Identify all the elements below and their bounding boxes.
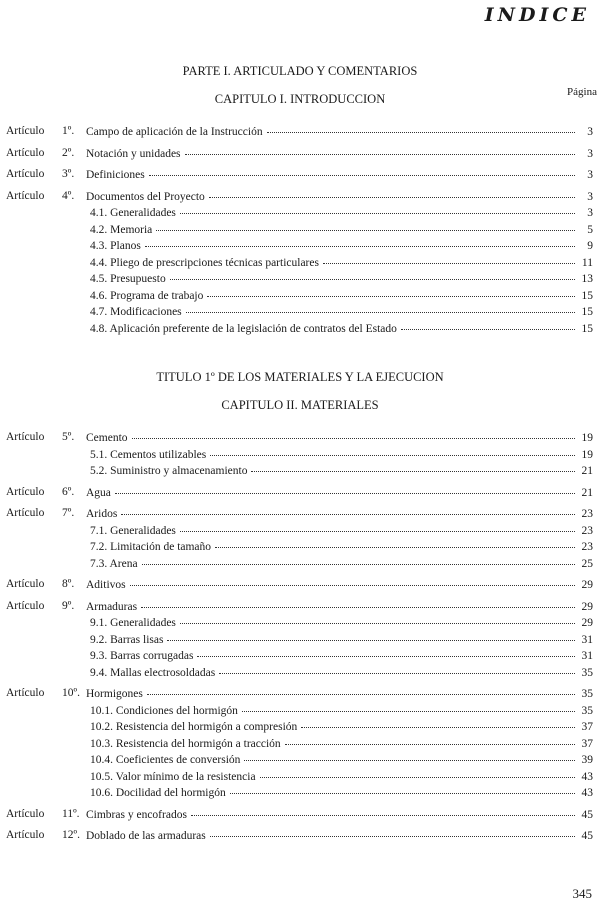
article-number: 4º.: [62, 189, 75, 202]
article-label: Artículo: [6, 807, 45, 820]
toc-entry: [86, 166, 593, 184]
entry-page: 3: [587, 190, 593, 203]
dot-leader: [401, 318, 575, 330]
dot-leader: [132, 427, 575, 439]
toc-article-row: [0, 145, 600, 162]
entry-title: Documentos del Proyecto: [86, 190, 205, 203]
toc-entry: [90, 462, 593, 480]
dot-leader: [170, 268, 575, 280]
entry-page: 3: [587, 126, 593, 138]
index-title: INDICE: [484, 4, 590, 26]
article-label: Artículo: [6, 168, 45, 180]
toc-subsection-row: [0, 664, 600, 681]
entry-page: 19: [581, 448, 593, 461]
entry-title: 7.1. Generalidades: [90, 524, 176, 537]
toc-article-row: [0, 827, 600, 844]
entry-page: 35: [581, 666, 593, 679]
article-label: Artículo: [6, 507, 45, 519]
entry-page: 45: [581, 808, 593, 821]
dot-leader: [121, 503, 575, 515]
part-heading: PARTE I. ARTICULADO Y COMENTARIOS: [182, 64, 418, 78]
entry-page: 31: [581, 633, 593, 646]
entry-page: 45: [581, 830, 593, 842]
entry-title: Definiciones: [86, 169, 145, 181]
entry-title: 4.7. Modificaciones: [90, 306, 182, 318]
dot-leader: [260, 766, 575, 778]
dot-leader: [147, 683, 575, 695]
entry-title: Campo de aplicación de la Instrucción: [86, 126, 263, 138]
dot-leader: [197, 645, 575, 657]
entry-title: 10.3. Resistencia del hormigón a tracción: [90, 737, 281, 750]
entry-title: 7.2. Limitación de tamaño: [90, 541, 212, 553]
entry-page: 19: [581, 432, 593, 444]
toc-subsection-row: [0, 784, 600, 801]
title-heading: TITULO 1º DE LOS MATERIALES Y LA EJECUCION: [156, 370, 444, 384]
toc-article-row: [0, 576, 600, 593]
dot-leader: [156, 219, 575, 231]
dot-leader: [142, 553, 575, 565]
entry-page: 37: [581, 737, 593, 750]
toc-section-introduccion: [0, 123, 600, 336]
dot-leader: [115, 482, 575, 494]
entry-title: Agua: [86, 486, 111, 499]
article-label: Artículo: [6, 829, 45, 841]
entry-page: 39: [581, 754, 593, 766]
entry-title: 4.3. Planos: [90, 240, 141, 252]
entry-page: 13: [581, 273, 593, 285]
dot-leader: [285, 733, 575, 745]
article-label: Artículo: [6, 125, 45, 137]
dot-leader: [180, 202, 575, 214]
toc-section-materiales: [0, 429, 600, 844]
entry-page: 43: [581, 770, 593, 783]
dot-leader: [215, 536, 575, 548]
entry-title: 10.5. Valor mínimo de la resistencia: [90, 770, 256, 783]
article-label: Artículo: [6, 146, 45, 159]
entry-page: 31: [581, 650, 593, 662]
entry-page: 11: [581, 256, 593, 269]
article-number: 8º.: [62, 578, 75, 590]
entry-title: 10.4. Coeficientes de conversión: [90, 754, 241, 766]
entry-title: Doblado de las armaduras: [86, 830, 206, 842]
entry-title: Armaduras: [86, 600, 138, 613]
article-label: Artículo: [6, 189, 45, 202]
entry-page: 29: [581, 579, 593, 591]
article-number: 11º.: [62, 807, 80, 820]
toc-article-row: [0, 166, 600, 183]
entry-title: Aditivos: [86, 579, 126, 591]
dot-leader: [149, 164, 575, 176]
article-number: 5º.: [62, 431, 75, 443]
article-number: 3º.: [62, 168, 75, 180]
entry-title: Notación y unidades: [86, 147, 181, 160]
entry-title: 9.3. Barras corrugadas: [90, 650, 194, 662]
entry-title: 5.2. Suministro y almacenamiento: [90, 465, 248, 477]
entry-page: 21: [581, 486, 593, 499]
entry-page: 3: [587, 147, 593, 160]
entry-title: Cimbras y encofrados: [86, 808, 187, 821]
page-column-label: Página: [567, 86, 597, 98]
toc-entry: [86, 827, 593, 845]
toc-entry: [90, 664, 593, 682]
toc-entry: [86, 576, 593, 594]
dot-leader: [191, 804, 575, 816]
entry-page: 35: [581, 688, 593, 700]
dot-leader: [242, 700, 575, 712]
entry-page: 3: [587, 169, 593, 181]
entry-page: 23: [581, 508, 593, 520]
entry-title: 4.2. Memoria: [90, 223, 153, 236]
entry-page: 35: [581, 704, 593, 717]
toc-article-row: [0, 806, 600, 823]
article-label: Artículo: [6, 687, 45, 699]
entry-title: 4.4. Pliego de prescripciones técnicas particulares: [90, 256, 319, 269]
dot-leader: [141, 596, 575, 608]
dot-leader: [210, 444, 575, 456]
article-number: 1º.: [62, 125, 75, 137]
dot-leader: [167, 629, 575, 641]
dot-leader: [145, 235, 575, 247]
entry-title: 4.6. Programa de trabajo: [90, 289, 204, 302]
chapter-heading-1: CAPITULO I. INTRODUCCION: [214, 92, 386, 106]
entry-title: Hormigones: [86, 688, 143, 700]
entry-title: Cemento: [86, 432, 128, 444]
entry-title: 10.2. Resistencia del hormigón a compresión: [90, 721, 298, 733]
dot-leader: [251, 460, 575, 472]
dot-leader: [301, 716, 575, 728]
entry-title: 10.6. Docilidad del hormigón: [90, 787, 226, 799]
dot-leader: [180, 520, 575, 532]
article-label: Artículo: [6, 599, 45, 612]
entry-title: 7.3. Arena: [90, 557, 138, 570]
entry-title: 4.8. Aplicación preferente de la legislación de contratos del Estado: [90, 322, 397, 335]
dot-leader: [130, 574, 575, 586]
entry-page: 23: [581, 524, 593, 537]
entry-page: 37: [581, 721, 593, 733]
article-label: Artículo: [6, 578, 45, 590]
toc-entry: [86, 145, 593, 163]
toc-article-row: [0, 484, 600, 501]
page-number: 345: [572, 886, 592, 901]
entry-page: 5: [587, 223, 593, 236]
entry-title: Aridos: [86, 508, 118, 520]
article-label: Artículo: [6, 485, 45, 498]
entry-page: 15: [581, 306, 593, 318]
article-number: 6º.: [62, 485, 75, 498]
dot-leader: [185, 143, 575, 155]
entry-page: 15: [581, 289, 593, 302]
entry-page: 21: [581, 465, 593, 477]
entry-title: 9.2. Barras lisas: [90, 633, 164, 646]
toc-entry: [90, 784, 593, 802]
entry-title: 4.5. Presupuesto: [90, 273, 166, 285]
entry-page: 15: [581, 322, 593, 335]
entry-title: 10.1. Condiciones del hormigón: [90, 704, 238, 717]
toc-entry: [90, 555, 593, 573]
article-number: 10º.: [62, 687, 80, 699]
article-number: 7º.: [62, 507, 75, 519]
toc-article-row: [0, 123, 600, 140]
dot-leader: [180, 612, 575, 624]
dot-leader: [207, 285, 575, 297]
entry-title: 9.1. Generalidades: [90, 617, 176, 629]
article-number: 9º.: [62, 599, 75, 612]
toc-subsection-row: [0, 555, 600, 572]
article-number: 2º.: [62, 146, 75, 159]
toc-subsection-row: [0, 462, 600, 479]
dot-leader: [209, 186, 575, 198]
entry-page: 25: [581, 557, 593, 570]
dot-leader: [210, 825, 575, 837]
dot-leader: [323, 252, 575, 264]
article-number: 12º.: [62, 829, 80, 841]
dot-leader: [219, 662, 575, 674]
entry-page: 23: [581, 541, 593, 553]
chapter-heading-2: CAPITULO II. MATERIALES: [221, 398, 379, 412]
entry-title: 4.1. Generalidades: [90, 207, 176, 219]
entry-page: 29: [581, 600, 593, 613]
entry-page: 3: [587, 207, 593, 219]
entry-page: 9: [587, 240, 593, 252]
entry-title: 5.1. Cementos utilizables: [90, 448, 207, 461]
dot-leader: [267, 121, 575, 133]
dot-leader: [244, 749, 575, 761]
dot-leader: [230, 782, 575, 794]
dot-leader: [186, 301, 575, 313]
toc-entry: [86, 123, 593, 141]
entry-title: 9.4. Mallas electrosoldadas: [90, 666, 216, 679]
toc-entry: [90, 320, 593, 338]
toc-entry: [86, 484, 593, 502]
entry-page: 43: [581, 787, 593, 799]
toc-subsection-row: [0, 320, 600, 337]
entry-page: 29: [581, 617, 593, 629]
article-label: Artículo: [6, 431, 45, 443]
toc-entry: [86, 806, 593, 824]
